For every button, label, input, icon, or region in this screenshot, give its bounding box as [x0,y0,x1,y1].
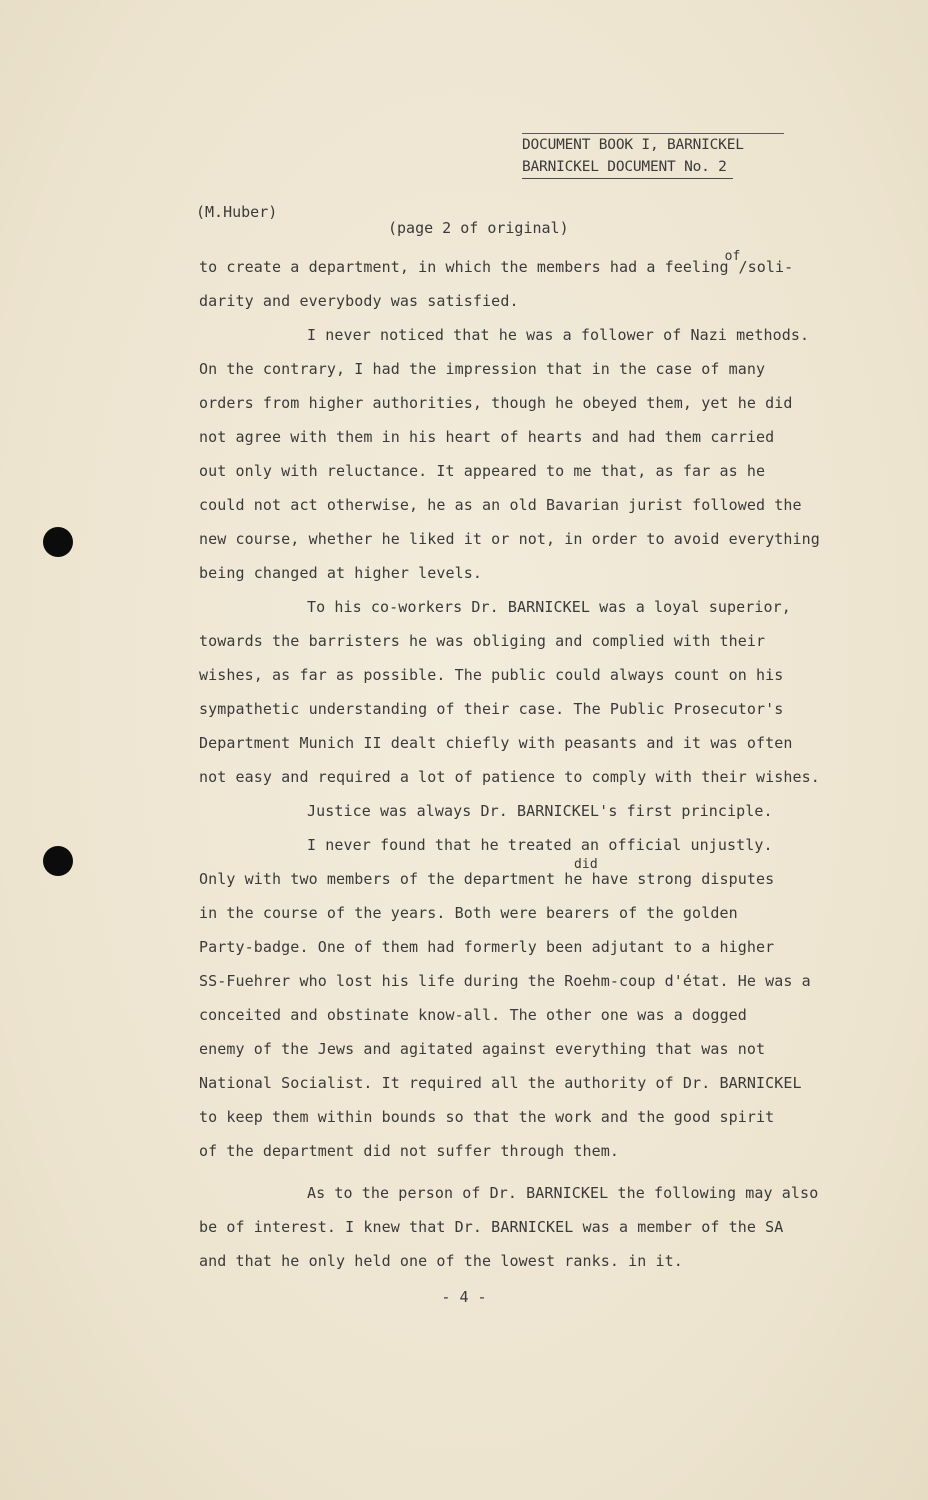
body-line: conceited and obstinate know-all. The other one was a dogged [199,1006,747,1024]
body-line: and that he only held one of the lowest ranks. in it. [199,1252,683,1270]
document-body [199,250,879,1278]
body-line: On the contrary, I had the impression that in the case of many [199,360,766,378]
body-line: be of interest. I knew that Dr. BARNICKEL was a member of the SA [199,1218,784,1236]
body-line: being changed at higher levels. [199,564,483,582]
body-line: not agree with them in his heart of hearts and had them carried [199,428,775,446]
body-line: of the department did not suffer through them. [199,1142,620,1160]
handwritten-insertion: of [724,249,741,264]
body-line: out only with reluctance. It appeared to me that, as far as he [199,462,766,480]
body-line: To his co-workers Dr. BARNICKEL was a loyal superior, [307,598,791,616]
body-line: sympathetic understanding of their case. The Public Prosecutor's [199,700,784,718]
body-line: I never noticed that he was a follower of Nazi methods. [307,326,810,344]
body-line: National Socialist. It required all the authority of Dr. BARNICKEL [199,1074,802,1092]
body-line: darity and everybody was satisfied. [199,292,519,310]
punch-hole [43,527,73,557]
body-line: Justice was always Dr. BARNICKEL's first principle. [307,802,773,820]
header-line-2: BARNICKEL DOCUMENT No. 2 [522,156,733,179]
page-reference: (page 2 of original) [388,219,569,237]
header-line-1: DOCUMENT BOOK I, BARNICKEL [522,137,744,153]
handwritten-insertion: did [574,857,598,872]
body-line: to create a department, in which the members had a feelingof/soli- [199,249,794,276]
body-line: could not act otherwise, he as an old Bavarian jurist followed the [199,496,802,514]
body-line: wishes, as far as possible. The public could always count on his [199,666,784,684]
body-line: new course, whether he liked it or not, in order to avoid everything [199,530,820,548]
body-line: did Only with two members of the department he have strong disputes [199,862,879,896]
body-line: enemy of the Jews and agitated against everything that was not [199,1040,766,1058]
body-line: I never found that he treated an official unjustly. [307,836,773,854]
body-line: orders from higher authorities, though he obeyed them, yet he did [199,394,793,412]
author-name: (M.Huber) [196,203,278,221]
body-line: in the course of the years. Both were bearers of the golden [199,904,738,922]
body-line: Party-badge. One of them had formerly been adjutant to a higher [199,938,775,956]
page-number: - 4 - [441,1288,487,1306]
punch-hole [43,846,73,876]
body-line: towards the barristers he was obliging and complied with their [199,632,766,650]
body-line: to keep them within bounds so that the work and the good spirit [199,1108,775,1126]
body-line: Department Munich II dealt chiefly with peasants and it was often [199,734,793,752]
body-line: not easy and required a lot of patience to comply with their wishes. [199,768,820,786]
document-header [522,133,784,179]
body-line: SS-Fuehrer who lost his life during the Roehm-coup d'état. He was a [199,972,811,990]
body-line: As to the person of Dr. BARNICKEL the following may also [307,1184,819,1202]
